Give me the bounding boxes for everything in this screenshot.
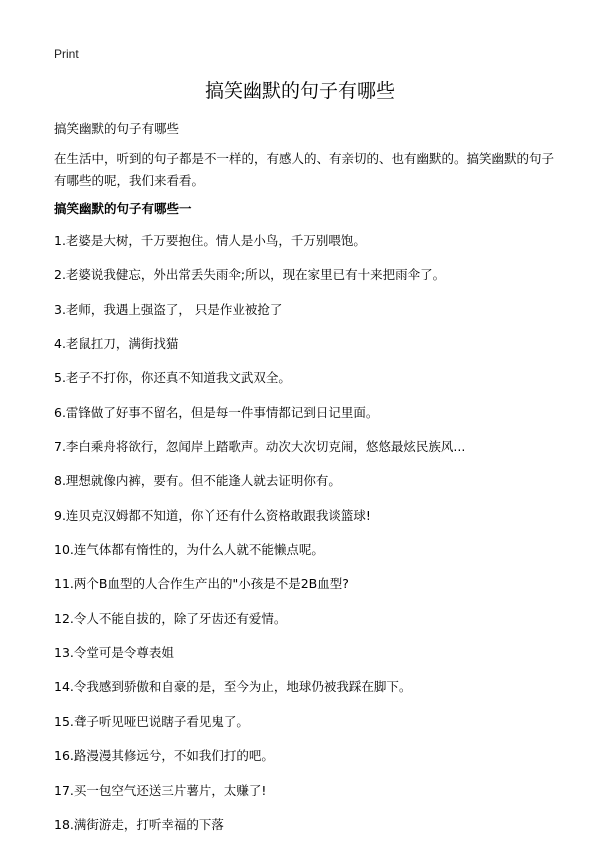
list-item: 11.两个B血型的人合作生产出的"小孩是不是2B血型? (54, 576, 349, 592)
list-item: 8.理想就像内裤，要有。但不能逢人就去证明你有。 (54, 473, 341, 489)
section-heading: 搞笑幽默的句子有哪些一 (54, 201, 192, 216)
print-link[interactable]: Print (54, 47, 79, 61)
list-item: 4.老鼠扛刀，满街找猫 (54, 336, 179, 352)
page-title: 搞笑幽默的句子有哪些 (204, 80, 395, 102)
list-item: 2.老婆说我健忘，外出常丢失雨伞;所以，现在家里已有十来把雨伞了。 (54, 267, 446, 283)
list-item: 1.老婆是大树，千万要抱住。情人是小鸟，千万别喂饱。 (54, 233, 366, 248)
list-item: 12.令人不能自拔的，除了牙齿还有爱情。 (54, 610, 287, 626)
list-item: 14.令我感到骄傲和自豪的是，至今为止，地球仍被我踩在脚下。 (54, 679, 412, 695)
sentence-list (54, 232, 554, 850)
list-item: 10.连气体都有惰性的，为什么人就不能懒点呢。 (54, 542, 324, 558)
list-item: 15.聋子听见哑巴说瞎子看见鬼了。 (54, 713, 249, 729)
list-item: 18.满街游走，打听幸福的下落 (54, 816, 224, 832)
list-item: 6.雷锋做了好事不留名，但是每一件事情都记到日记里面。 (54, 404, 379, 420)
list-item: 13.令堂可是令尊表姐 (54, 645, 174, 661)
list-item: 16.路漫漫其修远兮，不如我们打的吧。 (54, 748, 274, 764)
list-item: 9.连贝克汉姆都不知道，你丫还有什么资格敢跟我谈篮球! (54, 507, 371, 523)
list-item: 7.李白乘舟将欲行，忽闻岸上踏歌声。动次大次切克闹，悠悠最炫民族风... (54, 439, 466, 455)
list-item: 5.老子不打你，你还真不知道我文武双全。 (54, 370, 291, 386)
intro-paragraph: 在生活中，听到的句子都是不一样的，有感人的、有亲切的、也有幽默的。搞笑幽默的句子有哪些的呢，我们来看看。 (54, 151, 555, 188)
list-item: 3.老师，我遇上强盗了， 只是作业被抢了 (54, 301, 283, 317)
article-subtitle: 搞笑幽默的句子有哪些 (54, 121, 180, 136)
list-item: 17.买一包空气还送三片薯片，太赚了! (54, 782, 267, 798)
